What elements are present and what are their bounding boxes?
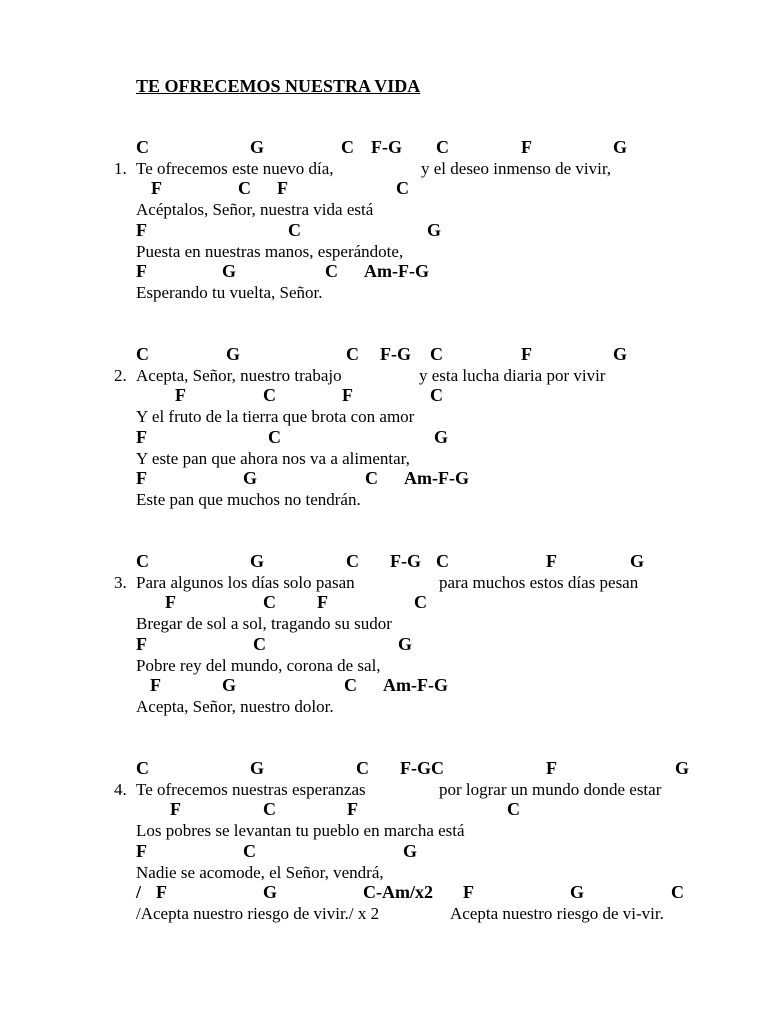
lyric-text: Para algunos los días solo pasan [136, 572, 355, 592]
chord: C [136, 551, 149, 571]
lyric-text: y el deseo inmenso de vivir, [421, 158, 612, 178]
chord-line [0, 841, 768, 862]
lyric-text: Puesta en nuestras manos, esperándote, [136, 241, 404, 261]
chord: F [150, 675, 161, 696]
chord: C [238, 178, 251, 199]
chord: C [243, 840, 256, 861]
chord: F [165, 592, 176, 613]
lyric-text: Este pan que muchos no tendrán. [136, 489, 361, 509]
chord-line [0, 385, 768, 406]
lyric-text: Bregar de sol a sol, tragando su sudor [136, 614, 392, 634]
chord: C [263, 799, 276, 820]
chord: C [325, 261, 338, 282]
chord: G [250, 137, 265, 157]
lyric-text: Acéptalos, Señor, nuestra vida está [136, 200, 374, 220]
chord: G [630, 551, 645, 571]
lyric-text: Te ofrecemos este nuevo día, [136, 158, 334, 178]
lyric-line [0, 406, 768, 427]
verse-number: 2. [114, 365, 127, 385]
chord: C [507, 799, 520, 820]
song-title: TE OFRECEMOS NUESTRA VIDA [136, 76, 421, 96]
chord: F [521, 137, 532, 157]
lyric-text: por lograr un mundo donde estar [439, 779, 662, 799]
chord: F [136, 633, 147, 654]
chord: F-G [390, 551, 421, 571]
chord: G [250, 758, 265, 778]
chord: C [346, 344, 359, 364]
chord: G [263, 882, 278, 903]
lyric-line [0, 365, 768, 386]
chord: F [136, 261, 147, 282]
chord: G [250, 551, 265, 571]
chord: F [170, 799, 181, 820]
chord: G [398, 633, 413, 654]
lyric-text: Acepta nuestro riesgo de vi-vir. [450, 903, 664, 923]
chord: F [136, 840, 147, 861]
lyric-line [0, 282, 768, 303]
chord: G [613, 137, 628, 157]
lyric-line [0, 696, 768, 717]
lyric-text: Nadie se acomode, el Señor, vendrá, [136, 862, 384, 882]
chord: C [288, 219, 301, 240]
chord: F [347, 799, 358, 820]
chord: G [427, 219, 442, 240]
chord: Am-F-G [364, 261, 429, 282]
verse-number: 1. [114, 158, 127, 178]
chord: C [268, 426, 281, 447]
chord: C [365, 468, 378, 489]
chord-line [0, 634, 768, 655]
chord: F [136, 468, 147, 489]
chord: C [341, 137, 354, 157]
chord: F [546, 551, 557, 571]
lyric-line [0, 158, 768, 179]
verse-number: 4. [114, 779, 127, 799]
lyric-text: y esta lucha diaria por vivir [419, 365, 606, 385]
chord: G [403, 840, 418, 861]
chord: C [430, 344, 443, 364]
lyric-text: Pobre rey del mundo, corona de sal, [136, 655, 381, 675]
chord: F-GC [400, 758, 444, 778]
lyric-line [0, 572, 768, 593]
chord: F [342, 385, 353, 406]
chord: C [436, 137, 449, 157]
chord: G [222, 261, 237, 282]
chord: C [253, 633, 266, 654]
lyric-line [0, 613, 768, 634]
chord: C [136, 758, 149, 778]
lyric-line [0, 903, 768, 924]
lyric-line [0, 862, 768, 883]
chord: C [396, 178, 409, 199]
lyric-text: /Acepta nuestro riesgo de vivir./ x 2 [136, 903, 380, 923]
chord: C [263, 592, 276, 613]
chord: G [222, 675, 237, 696]
chord: G [613, 344, 628, 364]
chord-line [0, 882, 768, 903]
chord: C [344, 675, 357, 696]
lyric-text: Esperando tu vuelta, Señor. [136, 282, 323, 302]
chord: F [277, 178, 288, 199]
chord-line [0, 344, 768, 365]
chord: Am-F-G [383, 675, 448, 696]
chord: G [570, 882, 585, 903]
chord-line [0, 427, 768, 448]
lyric-text: Acepta, Señor, nuestro dolor. [136, 696, 334, 716]
chord: F [151, 178, 162, 199]
chord: G [243, 468, 258, 489]
chord: C-Am/x2 [363, 882, 433, 903]
lyric-text: Los pobres se levantan tu pueblo en marcha está [136, 821, 465, 841]
chord-line [0, 137, 768, 158]
chord: Am-F-G [404, 468, 469, 489]
chord: F-G [380, 344, 411, 364]
chord-line [0, 799, 768, 820]
chord: C [356, 758, 369, 778]
chord: F [317, 592, 328, 613]
chord-line [0, 468, 768, 489]
lyric-line [0, 489, 768, 510]
chord: F [136, 426, 147, 447]
chord-line [0, 758, 768, 779]
chord: G [675, 758, 690, 778]
lyric-line [0, 199, 768, 220]
lyric-line [0, 779, 768, 800]
chord: C [346, 551, 359, 571]
chord: G [226, 344, 241, 364]
lyric-text: Y el fruto de la tierra que brota con amor [136, 407, 415, 427]
chord: C [263, 385, 276, 406]
chord: F [463, 882, 474, 903]
chord-line [0, 675, 768, 696]
lyric-line [0, 655, 768, 676]
lyric-line [0, 820, 768, 841]
lyric-text: Acepta, Señor, nuestro trabajo [136, 365, 342, 385]
lyric-line [0, 448, 768, 469]
verse-number: 3. [114, 572, 127, 592]
chord-line [0, 551, 768, 572]
chord: C [430, 385, 443, 406]
chord: C [414, 592, 427, 613]
chord: C [436, 551, 449, 571]
chord: F [156, 882, 167, 903]
lyric-line [0, 241, 768, 262]
chord-line [0, 178, 768, 199]
chord: C [671, 882, 684, 903]
chord: F [175, 385, 186, 406]
chord: F [136, 219, 147, 240]
lyric-text: Te ofrecemos nuestras esperanzas [136, 779, 366, 799]
chord: F-G [371, 137, 402, 157]
chord-line [0, 220, 768, 241]
chord: C [136, 137, 149, 157]
chord: C [136, 344, 149, 364]
chord: F [546, 758, 557, 778]
lyric-text: para muchos estos días pesan [439, 572, 639, 592]
chord-line [0, 261, 768, 282]
chord: / [136, 882, 142, 903]
lyric-text: Y este pan que ahora nos va a alimentar, [136, 448, 410, 468]
chord: F [521, 344, 532, 364]
chord-line [0, 592, 768, 613]
chord: G [434, 426, 449, 447]
